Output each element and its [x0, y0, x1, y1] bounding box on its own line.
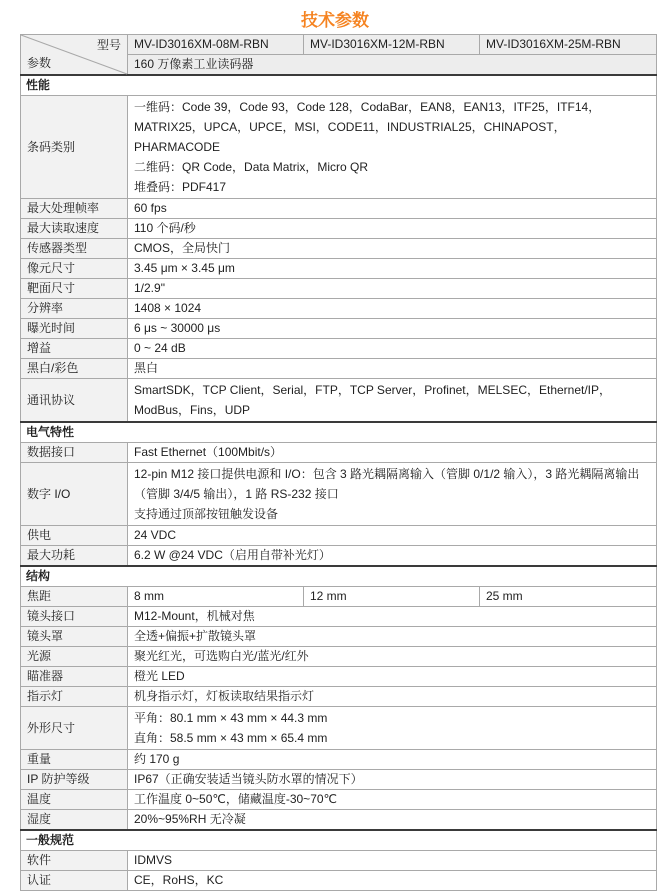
- spec-row: [21, 199, 657, 219]
- row-value: 橙光 LED: [128, 667, 657, 687]
- row-value: 20%~95%RH 无冷凝: [128, 810, 657, 831]
- spec-row: [21, 219, 657, 239]
- row-label: 增益: [21, 339, 128, 359]
- row-label: 传感器类型: [21, 239, 128, 259]
- page-title: 技术参数: [301, 11, 369, 30]
- row-value: 约 170 g: [128, 750, 657, 770]
- spec-row: [21, 750, 657, 770]
- row-label: 瞄准器: [21, 667, 128, 687]
- spec-row: [21, 687, 657, 707]
- spec-row: [21, 259, 657, 279]
- row-label: 认证: [21, 871, 128, 891]
- row-value: 机身指示灯，灯板读取结果指示灯: [128, 687, 657, 707]
- row-label: 供电: [21, 526, 128, 546]
- row-value: [128, 379, 657, 423]
- row-label: 软件: [21, 851, 128, 871]
- section-title: 性能: [21, 75, 657, 96]
- row-label: 湿度: [21, 810, 128, 831]
- row-value: 聚光红光，可选购白光/蓝光/红外: [128, 647, 657, 667]
- spec-table: [20, 34, 657, 891]
- row-value: 工作温度 0~50℃，储藏温度-30~70℃: [128, 790, 657, 810]
- row-value: [128, 96, 657, 199]
- section-header-row: [21, 422, 657, 443]
- diagonal-header-cell: [21, 35, 128, 76]
- row-label: 外形尺寸: [21, 707, 128, 750]
- spec-row: [21, 667, 657, 687]
- spec-row: [21, 239, 657, 259]
- row-value: 110 个码/秒: [128, 219, 657, 239]
- model-name-cell: MV-ID3016XM-25M-RBN: [480, 35, 657, 55]
- row-value-col: 12 mm: [304, 587, 480, 607]
- spec-row: [21, 339, 657, 359]
- spec-row: [21, 810, 657, 831]
- value-line: 直角：58.5 mm × 43 mm × 65.4 mm: [134, 731, 328, 745]
- row-value: 3.45 μm × 3.45 μm: [128, 259, 657, 279]
- section-title: 一般规范: [21, 830, 657, 851]
- section-header-row: [21, 830, 657, 851]
- row-label: 指示灯: [21, 687, 128, 707]
- spec-table-header: [21, 35, 657, 76]
- spec-row: [21, 546, 657, 567]
- section-header-row: [21, 566, 657, 587]
- row-value: 1/2.9": [128, 279, 657, 299]
- spec-row: [21, 607, 657, 627]
- row-label: 光源: [21, 647, 128, 667]
- row-value: 1408 × 1024: [128, 299, 657, 319]
- spec-row: [21, 587, 657, 607]
- row-value: 全透+偏振+扩散镜头罩: [128, 627, 657, 647]
- spec-row: [21, 707, 657, 750]
- row-label: 靶面尺寸: [21, 279, 128, 299]
- row-value: M12-Mount，机械对焦: [128, 607, 657, 627]
- row-value-col: 8 mm: [128, 587, 304, 607]
- section-title: 电气特性: [21, 422, 657, 443]
- param-axis-label: 参数: [27, 56, 52, 70]
- row-value: 黑白: [128, 359, 657, 379]
- row-value: 0 ~ 24 dB: [128, 339, 657, 359]
- spec-row: [21, 647, 657, 667]
- row-label: 通讯协议: [21, 379, 128, 423]
- row-value: CMOS，全局快门: [128, 239, 657, 259]
- section-title: 结构: [21, 566, 657, 587]
- row-label: 数字 I/O: [21, 463, 128, 526]
- value-line: SmartSDK，TCP Client，Serial，FTP，TCP Server，Profinet，MELSEC，Ethernet/IP，ModBus，Fins，UDP: [134, 383, 612, 417]
- row-value: IDMVS: [128, 851, 657, 871]
- row-label: 镜头接口: [21, 607, 128, 627]
- row-value: [128, 707, 657, 750]
- row-label: IP 防护等级: [21, 770, 128, 790]
- spec-row: [21, 627, 657, 647]
- row-label: 最大读取速度: [21, 219, 128, 239]
- row-value: IP67（正确安装适当镜头防水罩的情况下）: [128, 770, 657, 790]
- spec-table-body: [21, 75, 657, 891]
- spec-row: [21, 790, 657, 810]
- model-name-cell: MV-ID3016XM-08M-RBN: [128, 35, 304, 55]
- row-value: 6 μs ~ 30000 μs: [128, 319, 657, 339]
- row-label: 曝光时间: [21, 319, 128, 339]
- row-value: Fast Ethernet（100Mbit/s）: [128, 443, 657, 463]
- value-line: 12-pin M12 接口提供电源和 I/O：包含 3 路光耦隔离输入（管脚 0/1/2 输入），3 路光耦隔离输出（管脚 3/4/5 输出），1 路 RS-232 接口: [134, 467, 640, 501]
- spec-row: [21, 379, 657, 423]
- row-label: 重量: [21, 750, 128, 770]
- row-label: 数据接口: [21, 443, 128, 463]
- spec-row: [21, 463, 657, 526]
- value-line: 二维码：QR Code，Data Matrix，Micro QR: [134, 160, 369, 174]
- spec-row: [21, 443, 657, 463]
- row-label: 分辨率: [21, 299, 128, 319]
- row-value: [128, 463, 657, 526]
- value-line: 堆叠码：PDF417: [134, 180, 227, 194]
- model-header-row: [21, 35, 657, 55]
- row-value: 60 fps: [128, 199, 657, 219]
- row-label: 像元尺寸: [21, 259, 128, 279]
- spec-row: [21, 871, 657, 891]
- row-label: 镜头罩: [21, 627, 128, 647]
- spec-row: [21, 279, 657, 299]
- spec-row: [21, 299, 657, 319]
- spec-row: [21, 96, 657, 199]
- row-value-col: 25 mm: [480, 587, 657, 607]
- value-line: 支持通过顶部按钮触发设备: [134, 507, 279, 521]
- row-value: CE，RoHS，KC: [128, 871, 657, 891]
- value-line: 平角：80.1 mm × 43 mm × 44.3 mm: [134, 711, 328, 725]
- spec-row: [21, 359, 657, 379]
- row-label: 黑白/彩色: [21, 359, 128, 379]
- row-label: 温度: [21, 790, 128, 810]
- row-label: 焦距: [21, 587, 128, 607]
- spec-row: [21, 526, 657, 546]
- spec-row: [21, 851, 657, 871]
- series-description-cell: 160 万像素工业读码器: [128, 55, 657, 76]
- row-label: 条码类别: [21, 96, 128, 199]
- row-value: 24 VDC: [128, 526, 657, 546]
- model-name-cell: MV-ID3016XM-12M-RBN: [304, 35, 480, 55]
- section-header-row: [21, 75, 657, 96]
- row-label: 最大处理帧率: [21, 199, 128, 219]
- spec-row: [21, 770, 657, 790]
- row-value: 6.2 W @24 VDC（启用自带补光灯）: [128, 546, 657, 567]
- value-line: 一维码：Code 39，Code 93，Code 128，CodaBar，EAN8，EAN13，ITF25，ITF14，MATRIX25，UPCA，UPCE，MSI，CODE11，INDUSTRIAL25，CHINAPOST，PHARMACODE: [134, 100, 601, 154]
- model-axis-label: 型号: [96, 38, 121, 52]
- spec-row: [21, 319, 657, 339]
- row-label: 最大功耗: [21, 546, 128, 567]
